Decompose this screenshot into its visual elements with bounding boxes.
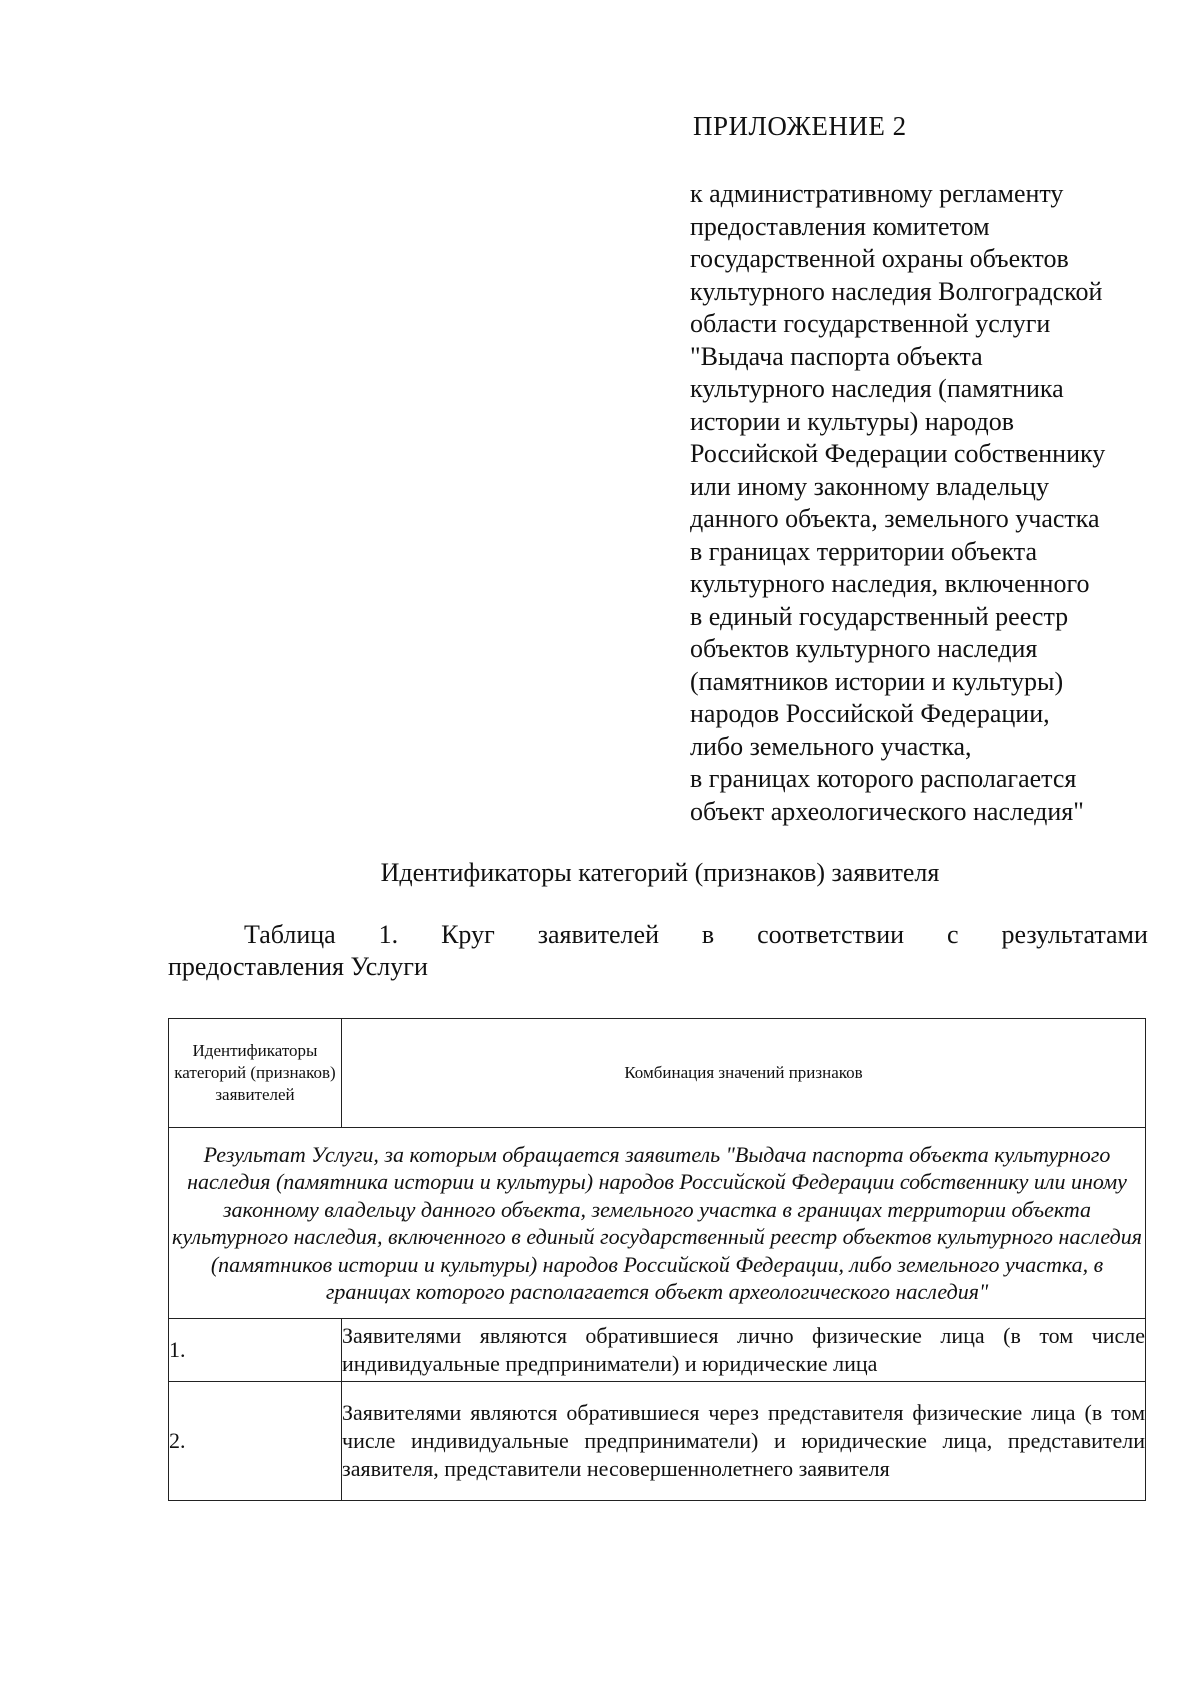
appendix-line: "Выдача паспорта объекта — [690, 341, 983, 371]
table-header-row — [169, 1019, 1146, 1128]
caption-word: с — [947, 920, 959, 949]
appendix-line: культурного наследия, включенного — [690, 569, 1090, 598]
appendix-line: культурного наследия (памятника — [690, 374, 1064, 403]
appendix-line: или иному законному владельцу — [690, 471, 1049, 501]
caption-word: 1. — [378, 920, 399, 949]
appendix-line: либо земельного участка, — [690, 731, 972, 761]
table-caption-line1 — [168, 919, 1148, 951]
appendix-line: объектов культурного наследия — [690, 634, 1038, 663]
caption-word: заявителей — [537, 920, 659, 949]
appendix-line: истории и культуры) народов — [690, 406, 1015, 436]
table-row — [169, 1319, 1146, 1382]
appendix-line: предоставления комитетом — [690, 211, 990, 241]
table-row — [169, 1382, 1146, 1501]
caption-word: результатами — [1001, 920, 1148, 949]
table-caption — [168, 919, 1148, 983]
result-description: Результат Услуги, за которым обращается заявитель "Выдача паспорта объекта культурного наследия (памятника истории и культуры) народов Российской Федерации собственнику или иному законному владельцу данного объекта, земельного участка в границах территории объекта культурного наследия, включенного в единый государственный реестр объектов культурного наследия (памятников истории и культуры) народов Российской Федерации, либо земельного участка, в границах которого располагается объект археологического наследия" — [169, 1128, 1146, 1319]
row-number: 1. — [169, 1319, 342, 1382]
row-description: Заявителями являются обратившиеся через представителя физические лица (в том числе индивидуальные предприниматели) и юридические лица, представители заявителя, представители несовершеннолетнего заявителя — [342, 1382, 1146, 1501]
caption-word: соответствии — [757, 920, 905, 949]
appendix-line: к административному регламенту — [690, 179, 1064, 208]
header-combination: Комбинация значений признаков — [342, 1019, 1146, 1128]
appendix-line: данного объекта, земельного участка — [690, 504, 1100, 533]
appendix-line: в единый государственный реестр — [690, 601, 1069, 631]
appendix-line: народов Российской Федерации, — [690, 699, 1050, 728]
appendix-line: (памятников истории и культуры) — [690, 666, 1064, 696]
row-number: 2. — [169, 1382, 342, 1501]
row-description: Заявителями являются обратившиеся лично физические лица (в том числе индивидуальные предприниматели) и юридические лица — [342, 1319, 1146, 1382]
table-caption-line2: предоставления Услуги — [168, 952, 428, 981]
applicants-table — [168, 1018, 1146, 1501]
caption-word: Круг — [441, 920, 495, 949]
caption-word: в — [701, 920, 715, 949]
table-result-row — [169, 1128, 1146, 1319]
caption-word: Таблица — [244, 920, 336, 949]
appendix-description — [690, 178, 1170, 828]
appendix-line: государственной охраны объектов — [690, 244, 1069, 273]
appendix-line: Российской Федерации собственнику — [690, 439, 1106, 468]
header-identifiers: Идентификаторы категорий (признаков) заявителей — [169, 1019, 342, 1128]
section-heading: Идентификаторы категорий (признаков) заявителя — [380, 858, 940, 887]
appendix-line: объект археологического наследия" — [690, 796, 1084, 826]
appendix-line: области государственной услуги — [690, 309, 1051, 338]
appendix-line: в границах которого располагается — [690, 764, 1077, 793]
appendix-line: в границах территории объекта — [690, 536, 1038, 566]
appendix-line: культурного наследия Волгоградской — [690, 276, 1103, 306]
appendix-title: ПРИЛОЖЕНИЕ 2 — [693, 111, 907, 141]
